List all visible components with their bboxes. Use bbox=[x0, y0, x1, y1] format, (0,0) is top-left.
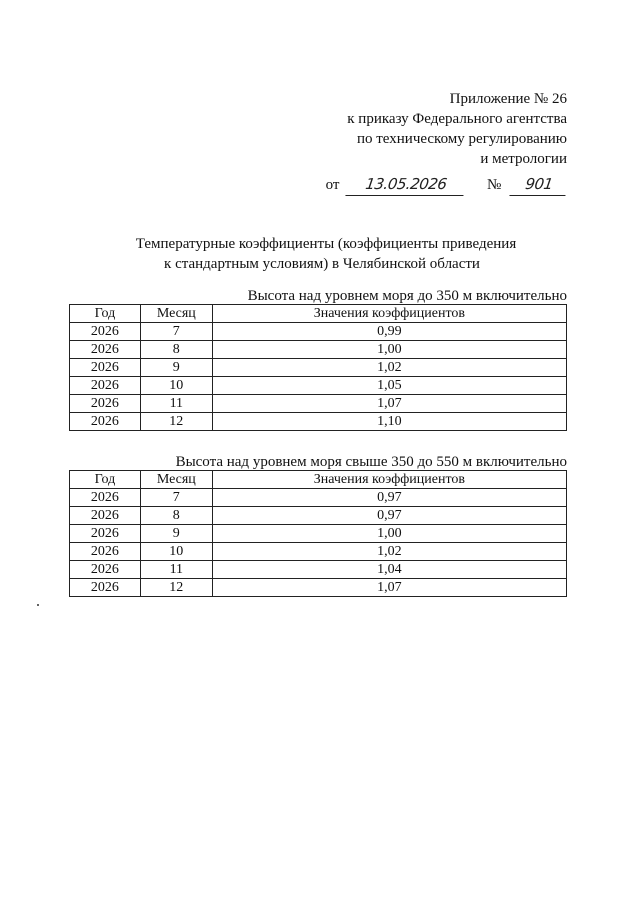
table-row bbox=[70, 413, 567, 431]
table-header-row bbox=[70, 471, 567, 489]
cell-year: 2026 bbox=[70, 413, 141, 431]
header-coefficient: Значения коэффициентов bbox=[212, 305, 566, 323]
table-row bbox=[70, 561, 567, 579]
cell-month: 11 bbox=[140, 395, 212, 413]
table-row bbox=[70, 543, 567, 561]
cell-coefficient: 0,99 bbox=[212, 323, 566, 341]
order-reference-line-3: и метрологии bbox=[480, 151, 567, 167]
title-line-1: Температурные коэффициенты (коэффициенты приведения bbox=[135, 236, 517, 252]
coefficients-table-350-550m bbox=[69, 470, 567, 597]
table-2-caption: Высота над уровнем моря свыше 350 до 550 м включительно bbox=[175, 454, 567, 470]
number-label: № bbox=[486, 177, 502, 193]
cell-coefficient: 1,02 bbox=[212, 543, 566, 561]
cell-coefficient: 1,00 bbox=[212, 525, 566, 543]
appendix-header bbox=[326, 89, 567, 196]
cell-month: 7 bbox=[140, 489, 212, 507]
cell-month: 9 bbox=[140, 359, 212, 377]
coefficients-table-350m bbox=[69, 304, 567, 431]
header-month: Месяц bbox=[140, 305, 212, 323]
table-row bbox=[70, 341, 567, 359]
cell-month: 9 bbox=[140, 525, 212, 543]
cell-year: 2026 bbox=[70, 507, 141, 525]
table-row bbox=[70, 507, 567, 525]
table-header-row bbox=[70, 305, 567, 323]
title-line-2: к стандартным условиям) в Челябинской области bbox=[164, 256, 480, 272]
cell-month: 8 bbox=[140, 507, 212, 525]
table-1-caption: Высота над уровнем моря до 350 м включительно bbox=[247, 288, 567, 304]
cell-coefficient: 0,97 bbox=[212, 489, 566, 507]
cell-coefficient: 1,02 bbox=[212, 359, 566, 377]
cell-year: 2026 bbox=[70, 395, 141, 413]
scan-speck bbox=[37, 604, 39, 606]
table-row bbox=[70, 377, 567, 395]
cell-coefficient: 0,97 bbox=[212, 507, 566, 525]
table-row bbox=[70, 323, 567, 341]
table-row bbox=[70, 395, 567, 413]
cell-month: 7 bbox=[140, 323, 212, 341]
cell-month: 10 bbox=[140, 543, 212, 561]
cell-coefficient: 1,05 bbox=[212, 377, 566, 395]
cell-year: 2026 bbox=[70, 525, 141, 543]
appendix-number: Приложение № 26 bbox=[449, 91, 567, 107]
order-reference-line-2: по техническому регулированию bbox=[356, 131, 567, 147]
header-month: Месяц bbox=[140, 471, 212, 489]
cell-month: 10 bbox=[140, 377, 212, 395]
order-date-number-line bbox=[326, 173, 567, 196]
header-year: Год bbox=[70, 471, 141, 489]
handwritten-date: 13.05.2026 bbox=[346, 173, 467, 196]
cell-year: 2026 bbox=[70, 341, 141, 359]
cell-month: 12 bbox=[140, 579, 212, 597]
cell-year: 2026 bbox=[70, 561, 141, 579]
from-label: от bbox=[325, 177, 340, 193]
cell-year: 2026 bbox=[70, 323, 141, 341]
cell-month: 12 bbox=[140, 413, 212, 431]
document-title bbox=[0, 234, 640, 274]
cell-year: 2026 bbox=[70, 579, 141, 597]
cell-coefficient: 1,07 bbox=[212, 579, 566, 597]
cell-year: 2026 bbox=[70, 543, 141, 561]
table-row bbox=[70, 525, 567, 543]
cell-year: 2026 bbox=[70, 359, 141, 377]
cell-coefficient: 1,07 bbox=[212, 395, 566, 413]
cell-coefficient: 1,00 bbox=[212, 341, 566, 359]
order-reference-line-1: к приказу Федерального агентства bbox=[347, 111, 567, 127]
table-row bbox=[70, 579, 567, 597]
cell-month: 8 bbox=[140, 341, 212, 359]
table-row bbox=[70, 359, 567, 377]
cell-coefficient: 1,10 bbox=[212, 413, 566, 431]
cell-year: 2026 bbox=[70, 489, 141, 507]
cell-month: 11 bbox=[140, 561, 212, 579]
table-row bbox=[70, 489, 567, 507]
cell-year: 2026 bbox=[70, 377, 141, 395]
header-coefficient: Значения коэффициентов bbox=[212, 471, 566, 489]
cell-coefficient: 1,04 bbox=[212, 561, 566, 579]
header-year: Год bbox=[70, 305, 141, 323]
handwritten-number: 901 bbox=[509, 173, 568, 196]
